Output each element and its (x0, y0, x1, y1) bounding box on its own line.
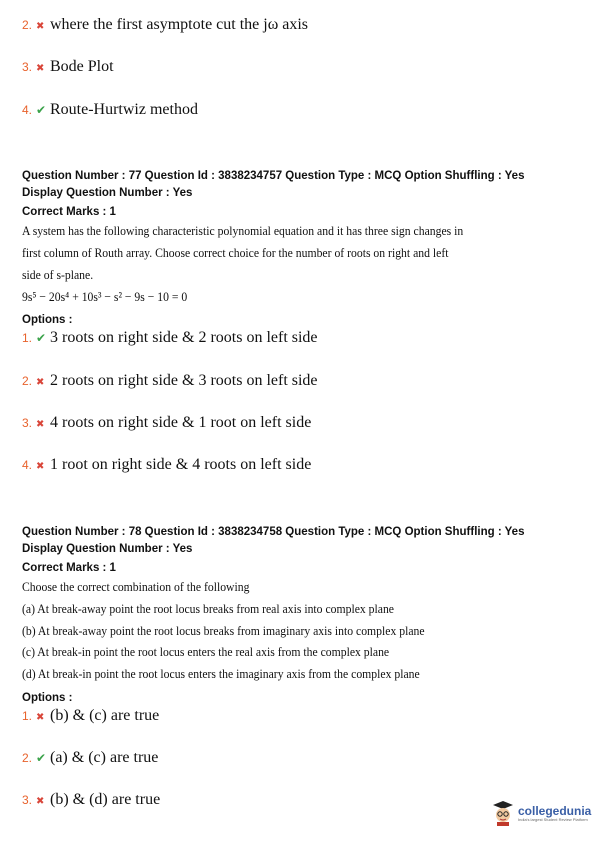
question-header-line2: Display Question Number : Yes (22, 543, 193, 555)
question-body-line: (c) At break-in point the root locus enters the real axis from the complex plane (22, 644, 390, 659)
option-number: 3. (22, 793, 33, 807)
wrong-mark-icon: ✖ (36, 712, 45, 723)
question-body-line: (d) At break-in point the root locus enters the imaginary axis from the complex plane (22, 666, 420, 681)
wrong-mark-icon: ✖ (36, 21, 45, 32)
question-header-line2: Display Question Number : Yes (22, 187, 193, 199)
option-item (22, 456, 311, 474)
option-item (22, 707, 159, 725)
option-number: 1. (22, 331, 33, 345)
wrong-mark-icon: ✖ (36, 377, 45, 388)
option-number: 3. (22, 416, 33, 430)
option-item (22, 749, 158, 767)
check-mark-icon: ✔ (36, 331, 47, 345)
option-number: 4. (22, 103, 33, 117)
option-text: 4 roots on right side & 1 root on left side (50, 414, 312, 431)
option-number: 1. (22, 709, 33, 723)
option-item (22, 372, 318, 390)
question-body-line: (a) At break-away point the root locus breaks from real axis into complex plane (22, 601, 395, 616)
question-body-line: Choose the correct combination of the following (22, 579, 250, 594)
option-item (22, 16, 308, 34)
question-header: Question Number : 78 Question Id : 3838234758 Question Type : MCQ Option Shuffling : Yes (22, 526, 525, 538)
question-body-line: first column of Routh array. Choose correct choice for the number of roots on right and left (22, 245, 449, 260)
option-text: (b) & (d) are true (50, 791, 161, 808)
option-text: 2 roots on right side & 3 roots on left side (50, 372, 318, 389)
options-label: Options : (22, 692, 73, 704)
options-label: Options : (22, 314, 73, 326)
option-text: Bode Plot (50, 58, 114, 75)
option-number: 2. (22, 18, 33, 32)
option-number: 4. (22, 458, 33, 472)
option-item (22, 791, 160, 809)
option-number: 2. (22, 751, 33, 765)
option-text: 3 roots on right side & 2 roots on left side (50, 329, 318, 346)
check-mark-icon: ✔ (36, 751, 47, 765)
question-body-line: side of s-plane. (22, 267, 94, 282)
check-mark-icon: ✔ (36, 103, 47, 117)
wrong-mark-icon: ✖ (36, 63, 45, 74)
option-text: where the first asymptote cut the jω axis (50, 16, 309, 33)
option-item (22, 414, 311, 432)
option-item (22, 329, 318, 347)
question-body-line: A system has the following characteristic polynomial equation and it has three sign changes in (22, 223, 464, 238)
wrong-mark-icon: ✖ (36, 461, 45, 472)
correct-marks: Correct Marks : 1 (22, 206, 116, 218)
option-text: (b) & (c) are true (50, 707, 160, 724)
brand-logo (492, 800, 591, 826)
option-text: (a) & (c) are true (50, 749, 159, 766)
correct-marks: Correct Marks : 1 (22, 562, 116, 574)
option-text: Route-Hurtwiz method (50, 101, 198, 118)
option-number: 3. (22, 60, 33, 74)
question-body-line: (b) At break-away point the root locus breaks from imaginary axis into complex plane (22, 623, 425, 638)
wrong-mark-icon: ✖ (36, 419, 45, 430)
option-item (22, 58, 114, 76)
brand-tagline: India's largest Student Review Platform (518, 816, 588, 822)
brand-name: collegedunia (518, 803, 592, 818)
option-item (22, 101, 198, 119)
option-number: 2. (22, 374, 33, 388)
graduate-mascot-icon (492, 800, 514, 826)
characteristic-equation: 9s⁵ − 20s⁴ + 10s³ − s² − 9s − 10 = 0 (22, 289, 188, 304)
question-header: Question Number : 77 Question Id : 3838234757 Question Type : MCQ Option Shuffling : Yes (22, 170, 525, 182)
option-text: 1 root on right side & 4 roots on left side (50, 456, 312, 473)
wrong-mark-icon: ✖ (36, 796, 45, 807)
